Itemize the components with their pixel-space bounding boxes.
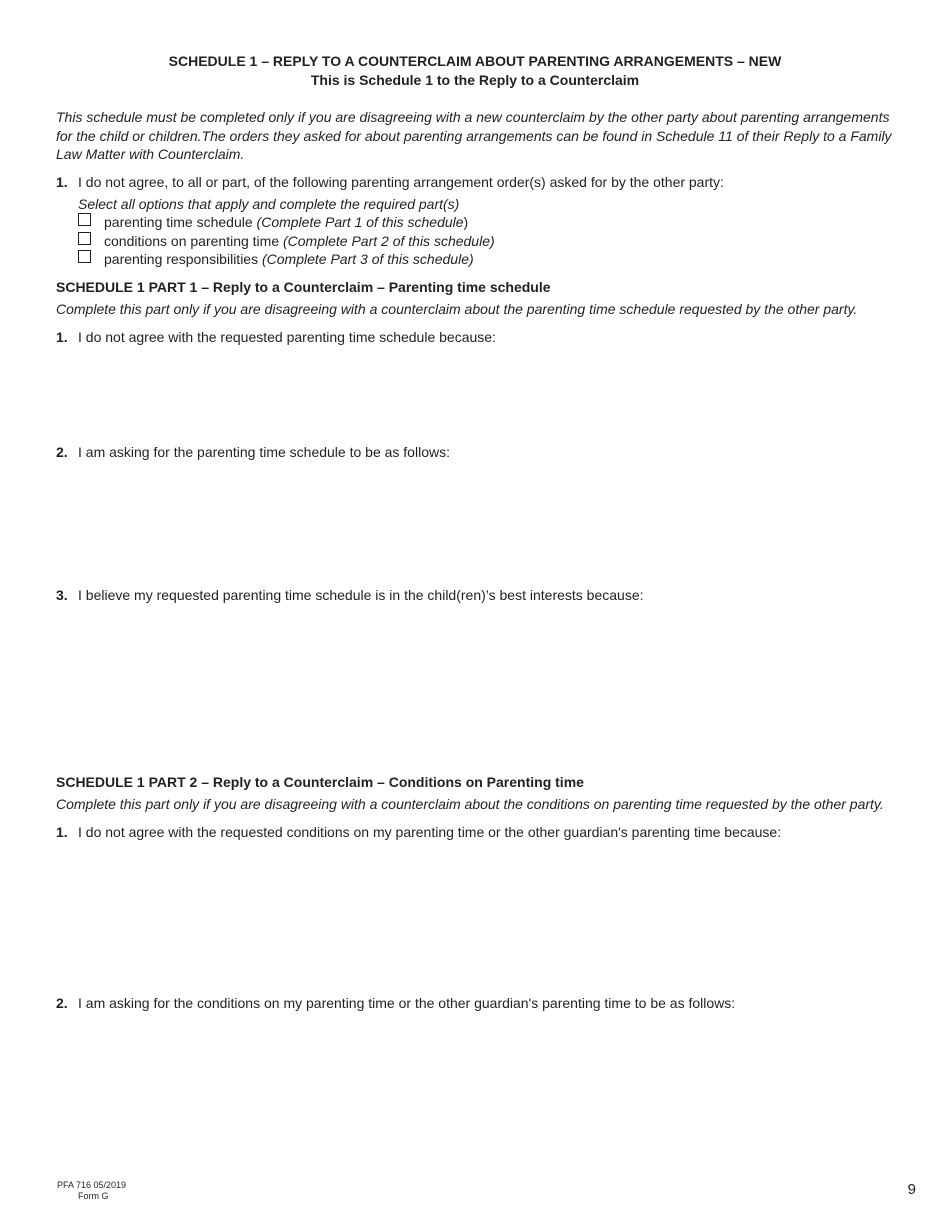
question-text: I believe my requested parenting time schedule is in the child(ren)’s best interests because: [78,587,644,603]
part1-instruction: Complete this part only if you are disagreeing with a counterclaim about the parenting time schedule requested by the other party. [56,301,858,317]
form-name: Form G [78,1191,109,1201]
form-code: PFA 716 05/2019 [57,1180,127,1190]
select-instruction: Select all options that apply and complete the required part(s) [78,196,460,212]
question-text: I do not agree with the requested conditions on my parenting time or the other guardian's parenting time because: [78,824,782,840]
question-number: 2. [56,444,68,460]
answer-area-part2-q1[interactable] [78,845,898,990]
question-number: 3. [56,587,68,603]
option-parenting-responsibilities [104,250,474,268]
part2-instruction: Complete this part only if you are disagreeing with a counterclaim about the conditions on parenting time requested by the other party. [56,796,884,812]
answer-area-part1-q1[interactable] [78,350,898,440]
answer-area-part2-q2[interactable] [78,1016,898,1166]
part1-heading: SCHEDULE 1 PART 1 – Reply to a Counterclaim – Parenting time schedule [56,279,551,295]
schedule-title: SCHEDULE 1 – REPLY TO A COUNTERCLAIM ABOUT PARENTING ARRANGEMENTS – NEW [168,53,782,69]
page-number: 9 [907,1181,916,1198]
question-number: 1. [56,824,68,840]
option-label: conditions on parenting time [104,233,283,249]
answer-area-part1-q3[interactable] [78,608,898,768]
answer-area-part1-q2[interactable] [78,465,898,585]
checkbox-conditions-on-parenting-time[interactable] [78,232,91,245]
question-number: 1. [56,174,68,190]
checkbox-parenting-responsibilities[interactable] [78,250,91,263]
question-number: 1. [56,329,68,345]
question-number: 2. [56,995,68,1011]
option-parenting-time-schedule [104,213,468,231]
schedule-subtitle: This is Schedule 1 to the Reply to a Counterclaim [310,72,640,88]
checkbox-parenting-time-schedule[interactable] [78,213,91,226]
option-label: parenting responsibilities [104,251,262,267]
option-note: (Complete Part 2 of this schedule) [283,233,495,249]
part2-heading: SCHEDULE 1 PART 2 – Reply to a Counterclaim – Conditions on Parenting time [56,774,584,790]
option-note: (Complete Part 1 of this schedule [256,214,464,230]
option-conditions-on-parenting-time [104,232,495,250]
question-text: I do not agree, to all or part, of the following parenting arrangement order(s) asked for by the other party: [78,174,724,190]
question-text: I do not agree with the requested parenting time schedule because: [78,329,496,345]
intro-paragraph: This schedule must be completed only if you are disagreeing with a new counterclaim by the other party about parenting arrangements for the child or children.The orders they asked for about parenting arrangements can be found in Schedule 11 of their Reply to a Family Law Matter with Counterclaim. [56,109,892,162]
option-note: (Complete Part 3 of this schedule) [261,251,474,267]
question-text: I am asking for the conditions on my parenting time or the other guardian's parenting time to be as follows: [78,995,736,1011]
option-tail: ) [463,214,469,230]
option-label: parenting time schedule [104,214,257,230]
question-text: I am asking for the parenting time schedule to be as follows: [78,444,450,460]
